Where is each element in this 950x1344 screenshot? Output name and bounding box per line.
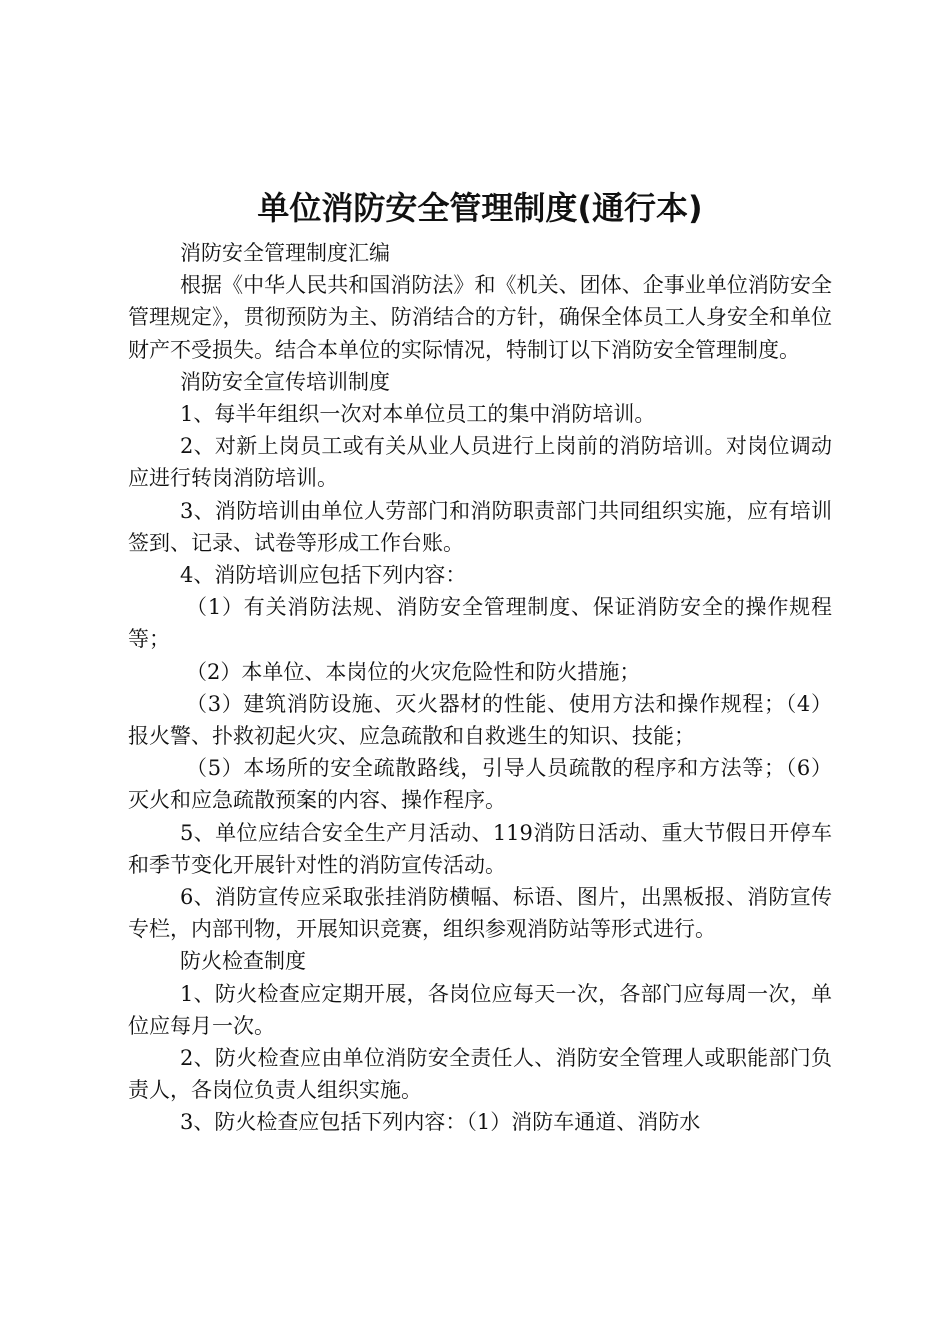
body-paragraph: 3、消防培训由单位人劳部门和消防职责部门共同组织实施，应有培训签到、记录、试卷等形成工作台账。 bbox=[128, 498, 832, 555]
intro-paragraph: 根据《中华人民共和国消防法》和《机关、团体、企事业单位消防安全管理规定》，贯彻预防为主、防消结合的方针，确保全体员工人身安全和单位财产不受损失。结合本单位的实际情况，特制订以下消防安全管理制度。 bbox=[128, 273, 832, 362]
document-title: 单位消防安全管理制度(通行本) bbox=[257, 189, 703, 227]
body-paragraph: 3、防火检查应包括下列内容：（1）消防车通道、消防水 bbox=[180, 1110, 701, 1135]
body-paragraph: 5、单位应结合安全生产月活动、119消防日活动、重大节假日开停车和季节变化开展针对性的消防宣传活动。 bbox=[128, 820, 832, 877]
body-paragraph: 1、防火检查应定期开展，各岗位应每天一次，各部门应每周一次，单位应每月一次。 bbox=[128, 981, 832, 1038]
section-heading: 消防安全宣传培训制度 bbox=[180, 369, 390, 394]
document-page bbox=[128, 185, 832, 1139]
body-paragraph: 6、消防宣传应采取张挂消防横幅、标语、图片，出黑板报、消防宣传专栏，内部刊物，开展知识竞赛，组织参观消防站等形式进行。 bbox=[128, 885, 832, 942]
body-paragraph: 1、每半年组织一次对本单位员工的集中消防培训。 bbox=[180, 402, 656, 427]
list-item: （2）本单位、本岗位的火灾危险性和防火措施； bbox=[186, 659, 641, 684]
list-item: （1）有关消防法规、消防安全管理制度、保证消防安全的操作规程等； bbox=[128, 595, 832, 652]
list-item: （5）本场所的安全疏散路线，引导人员疏散的程序和方法等；（6）灭火和应急疏散预案的内容、操作程序。 bbox=[128, 756, 832, 813]
body-paragraph: 2、对新上岗员工或有关从业人员进行上岗前的消防培训。对岗位调动应进行转岗消防培训。 bbox=[128, 434, 832, 491]
body-paragraph: 4、消防培训应包括下列内容： bbox=[180, 563, 467, 588]
section-heading: 消防安全管理制度汇编 bbox=[180, 241, 390, 265]
list-item: （3）建筑消防设施、灭火器材的性能、使用方法和操作规程；（4）报火警、扑救初起火灾、应急疏散和自救逃生的知识、技能； bbox=[128, 691, 832, 749]
section-heading: 防火检查制度 bbox=[180, 949, 306, 974]
body-paragraph: 2、防火检查应由单位消防安全责任人、消防安全管理人或职能部门负责人，各岗位负责人组织实施。 bbox=[128, 1046, 832, 1103]
